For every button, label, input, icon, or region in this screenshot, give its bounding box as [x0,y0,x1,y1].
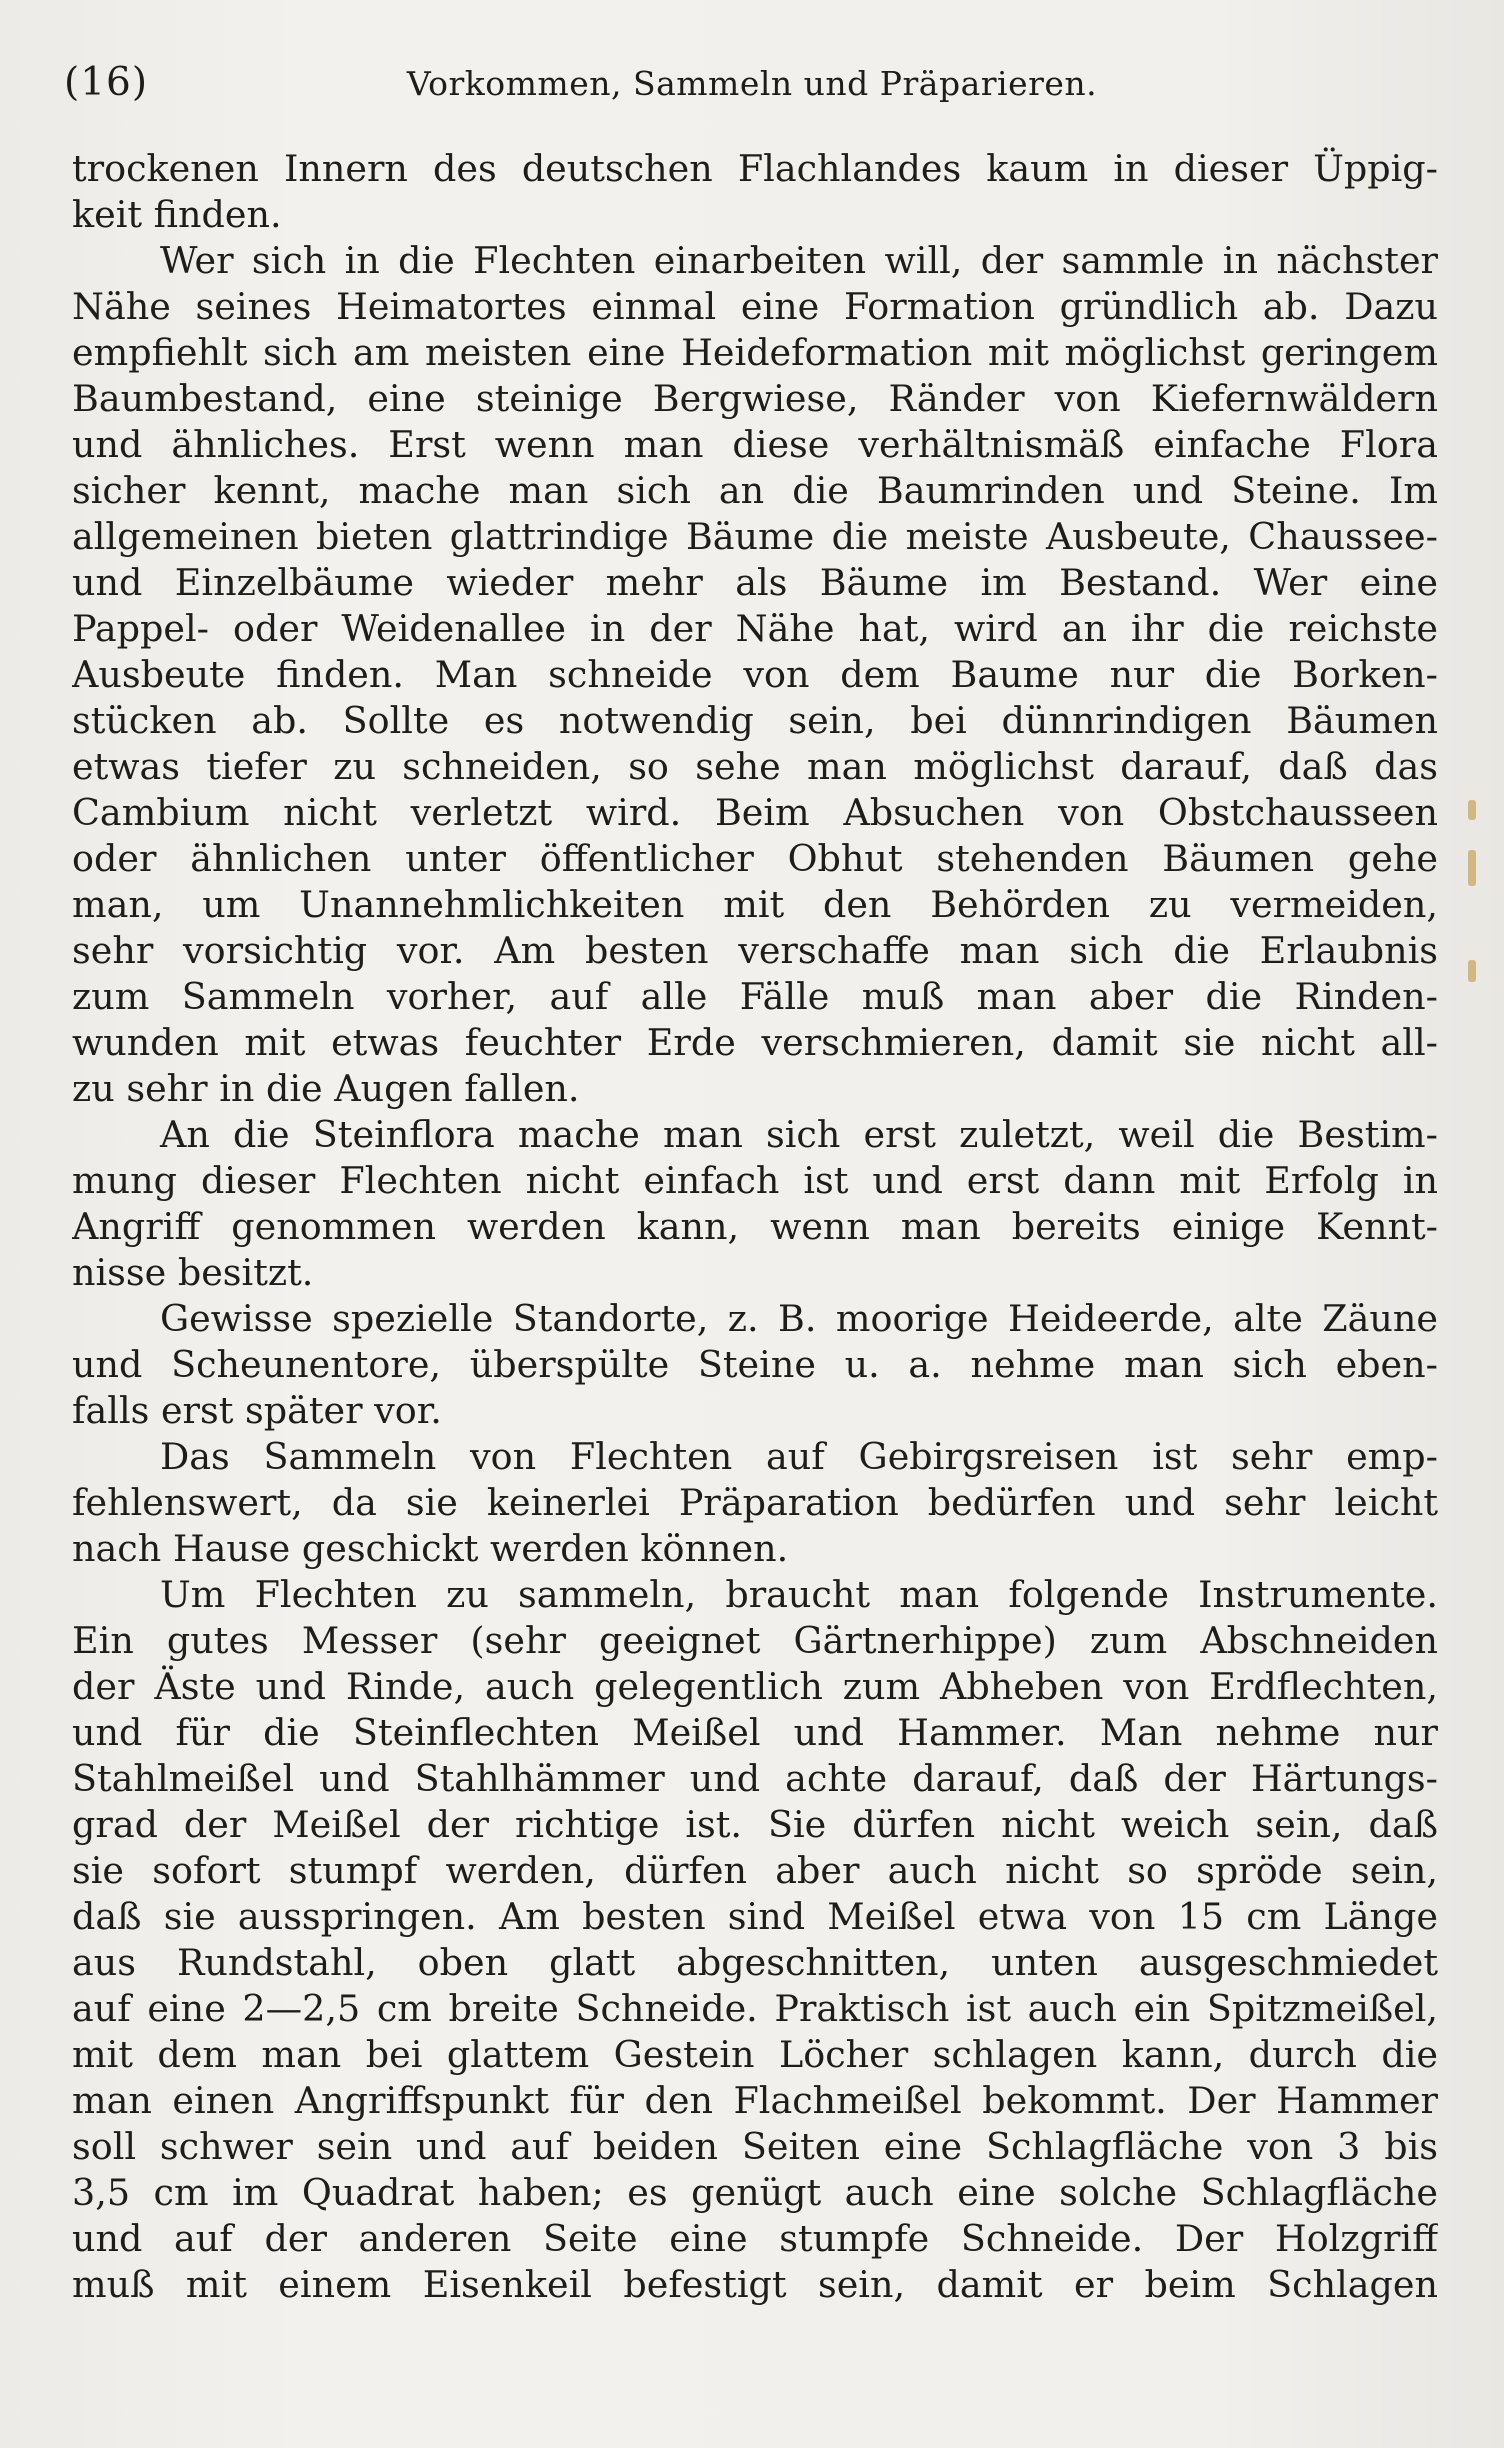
text-line: empfiehlt sich am meisten eine Heideformation mit möglichst geringem [72,331,1438,374]
text-line: daß sie ausspringen. Am besten sind Meißel etwa von 15 cm Länge [72,1895,1438,1938]
stain-mark [1468,850,1476,886]
text-line: zum Sammeln vorher, auf alle Fälle muß man aber die Rinden- [72,975,1438,1018]
text-line: keit finden. [72,193,282,236]
text-line: Stahlmeißel und Stahlhämmer und achte darauf, daß der Härtungs- [72,1757,1438,1800]
text-line: soll schwer sein und auf beiden Seiten eine Schlagfläche von 3 bis [72,2125,1438,2168]
text-line: sicher kennt, mache man sich an die Baumrinden und Steine. Im [72,469,1438,512]
text-line: etwas tiefer zu schneiden, so sehe man möglichst darauf, daß das [72,745,1438,788]
text-line: mit dem man bei glattem Gestein Löcher schlagen kann, durch die [72,2033,1438,2076]
text-line: Wer sich in die Flechten einarbeiten will, der sammle in nächster [160,239,1438,282]
text-line: Ein gutes Messer (sehr geeignet Gärtnerhippe) zum Abschneiden [72,1619,1438,1662]
text-line: und auf der anderen Seite eine stumpfe Schneide. Der Holzgriff [72,2217,1438,2260]
page-edge-stains [1468,0,1498,2448]
text-line: Nähe seines Heimatortes einmal eine Formation gründlich ab. Dazu [72,285,1438,328]
text-line: aus Rundstahl, oben glatt abgeschnitten, unten ausgeschmiedet [72,1941,1438,1984]
text-line: und Scheunentore, überspülte Steine u. a. nehme man sich eben- [72,1343,1438,1386]
text-line: Pappel- oder Weidenallee in der Nähe hat, wird an ihr die reichste [72,607,1438,650]
text-line: Um Flechten zu sammeln, braucht man folgende Instrumente. [160,1573,1438,1616]
text-line: Baumbestand, eine steinige Bergwiese, Ränder von Kiefernwäldern [72,377,1438,420]
text-line: fehlenswert, da sie keinerlei Präparation bedürfen und sehr leicht [72,1481,1438,1524]
text-line: auf eine 2—2,5 cm breite Schneide. Praktisch ist auch ein Spitzmeißel, [72,1987,1438,2030]
running-title: Vorkommen, Sammeln und Präparieren. [406,64,1098,103]
text-line: zu sehr in die Augen fallen. [72,1067,580,1110]
text-line: wunden mit etwas feuchter Erde verschmieren, damit sie nicht all- [72,1021,1438,1064]
text-line: sie sofort stumpf werden, dürfen aber auch nicht so spröde sein, [72,1849,1438,1892]
text-line: und ähnliches. Erst wenn man diese verhältnismäß einfache Flora [72,423,1438,466]
page-number: (16) [64,60,149,105]
text-line: allgemeinen bieten glattrindige Bäume die meiste Ausbeute, Chaussee- [72,515,1438,558]
text-line: der Äste und Rinde, auch gelegentlich zum Abheben von Erdflechten, [72,1665,1438,1708]
text-line: stücken ab. Sollte es notwendig sein, bei dünnrindigen Bäumen [72,699,1438,742]
text-line: falls erst später vor. [72,1389,442,1432]
text-line: mung dieser Flechten nicht einfach ist und erst dann mit Erfolg in [72,1159,1438,1202]
text-line: Ausbeute finden. Man schneide von dem Baume nur die Borken- [72,653,1438,696]
text-line: man, um Unannehmlichkeiten mit den Behörden zu vermeiden, [72,883,1438,926]
text-line: 3,5 cm im Quadrat haben; es genügt auch eine solche Schlagfläche [72,2171,1438,2214]
text-line: sehr vorsichtig vor. Am besten verschaffe man sich die Erlaubnis [72,929,1438,972]
text-line: Cambium nicht verletzt wird. Beim Absuchen von Obstchausseen [72,791,1438,834]
text-line: nach Hause geschickt werden können. [72,1527,789,1570]
text-line: man einen Angriffspunkt für den Flachmeißel bekommt. Der Hammer [72,2079,1438,2122]
body-text [72,146,1438,2308]
stain-mark [1468,960,1476,982]
text-line: und für die Steinflechten Meißel und Hammer. Man nehme nur [72,1711,1438,1754]
running-head [64,60,1440,120]
stain-mark [1468,800,1476,820]
text-line: oder ähnlichen unter öffentlicher Obhut stehenden Bäumen gehe [72,837,1438,880]
text-line: muß mit einem Eisenkeil befestigt sein, damit er beim Schlagen [72,2263,1438,2306]
text-line: nisse besitzt. [72,1251,314,1294]
text-line: und Einzelbäume wieder mehr als Bäume im Bestand. Wer eine [72,561,1438,604]
text-line: Das Sammeln von Flechten auf Gebirgsreisen ist sehr emp- [160,1435,1438,1478]
text-line: grad der Meißel der richtige ist. Sie dürfen nicht weich sein, daß [72,1803,1438,1846]
text-line: trockenen Innern des deutschen Flachlandes kaum in dieser Üppig- [72,147,1438,190]
text-line: Angriff genommen werden kann, wenn man bereits einige Kennt- [72,1205,1438,1248]
text-line: An die Steinflora mache man sich erst zuletzt, weil die Bestim- [160,1113,1438,1156]
text-line: Gewisse spezielle Standorte, z. B. moorige Heideerde, alte Zäune [160,1297,1438,1340]
